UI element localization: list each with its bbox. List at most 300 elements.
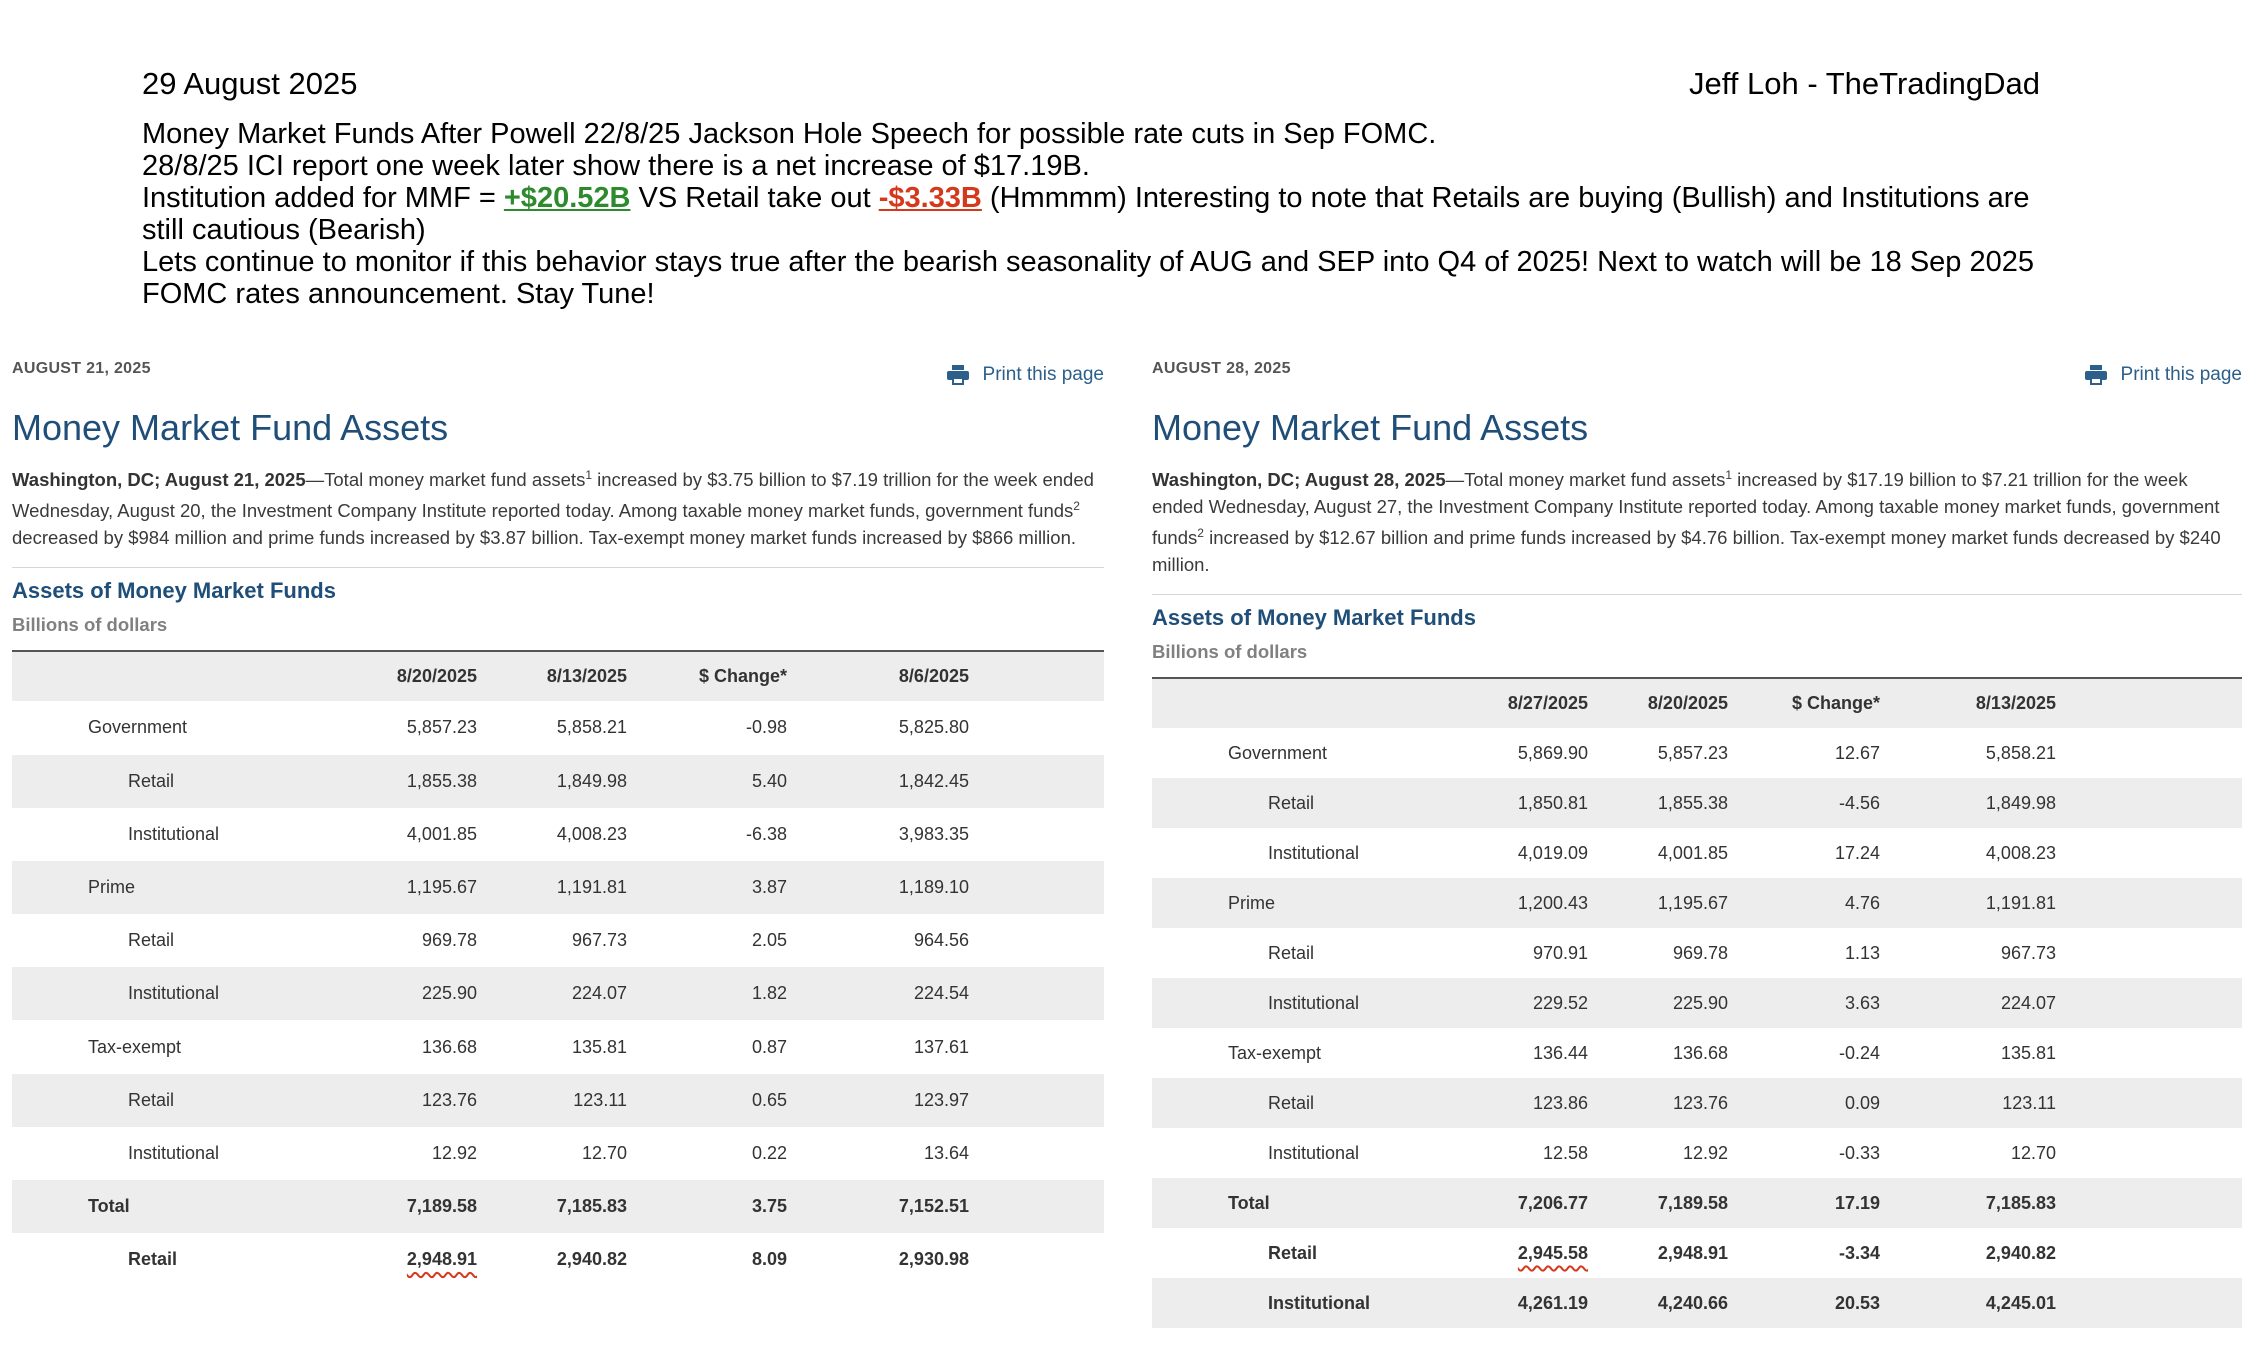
cell-value — [1728, 978, 1880, 1028]
cell-value — [1728, 1128, 1880, 1178]
cell-text: 135.81 — [571, 1036, 627, 1057]
cell-text: -0.33 — [1838, 1142, 1880, 1163]
cell-value — [627, 1127, 787, 1180]
row-label: Institutional — [128, 1142, 220, 1163]
cell-text: 964.56 — [913, 930, 969, 951]
row-spacer — [969, 755, 1104, 808]
cell-value — [477, 755, 627, 808]
cell-text: 225.90 — [421, 983, 477, 1004]
printer-icon — [2085, 365, 2107, 385]
cell-text: 969.78 — [1672, 942, 1728, 963]
column-header: 8/13/2025 — [1975, 693, 2056, 714]
cell-text: -0.24 — [1838, 1042, 1880, 1063]
table-row — [1152, 1128, 2242, 1178]
cell-text: 2,940.82 — [1985, 1242, 2056, 1263]
cell-text: -6.38 — [745, 823, 787, 844]
cell-text: 5,857.23 — [1657, 742, 1728, 763]
cell-value — [1448, 878, 1588, 928]
cell-text: 5,857.23 — [406, 717, 477, 738]
table-units: Billions of dollars — [1152, 641, 1308, 663]
cell-text: 7,206.77 — [1517, 1192, 1588, 1213]
cell-text: 3,983.35 — [898, 823, 969, 844]
cell-text: 4,261.19 — [1517, 1292, 1588, 1313]
cell-text: 135.81 — [2000, 1042, 2056, 1063]
cell-value — [1880, 978, 2056, 1028]
cell-value — [1588, 1228, 1728, 1278]
table-title: Assets of Money Market Funds — [12, 578, 336, 604]
cell-text: 1,849.98 — [1985, 792, 2056, 813]
cell-value — [1880, 728, 2056, 778]
cell-value — [627, 967, 787, 1020]
cell-text: 12.92 — [431, 1142, 477, 1163]
row-spacer — [969, 1233, 1104, 1286]
table-row — [12, 1233, 1104, 1286]
row-spacer — [2056, 1128, 2242, 1178]
cell-value — [1588, 878, 1728, 928]
cell-text: 2,948.91 — [406, 1249, 477, 1270]
row-label: Institutional — [128, 823, 220, 844]
cell-text: 0.22 — [751, 1142, 787, 1163]
row-label: Retail — [128, 1089, 175, 1110]
column-header: 8/27/2025 — [1507, 693, 1588, 714]
cell-value — [1728, 778, 1880, 828]
cell-text: 123.76 — [421, 1089, 477, 1110]
cell-value — [1588, 728, 1728, 778]
table-row — [12, 914, 1104, 967]
note-text: Institution added for MMF = — [142, 182, 504, 214]
cell-value — [787, 1020, 969, 1073]
cell-value — [327, 808, 477, 861]
cell-value — [1448, 1028, 1588, 1078]
cell-text: 7,185.83 — [556, 1196, 627, 1217]
cell-value — [1880, 1278, 2056, 1328]
cell-text: 5,858.21 — [1985, 742, 2056, 763]
cell-text: 1.82 — [751, 983, 787, 1004]
cell-text: 4,001.85 — [1657, 842, 1728, 863]
cell-text: 7,185.83 — [1985, 1192, 2056, 1213]
table-row — [1152, 1078, 2242, 1128]
row-spacer — [2056, 728, 2242, 778]
cell-value — [627, 914, 787, 967]
cell-value — [1448, 1228, 1588, 1278]
row-label: Retail — [128, 1249, 178, 1270]
table-row — [1152, 778, 2242, 828]
table-row — [12, 861, 1104, 914]
cell-text: 224.07 — [2000, 992, 2056, 1013]
cell-value — [1728, 1228, 1880, 1278]
column-header: 8/20/2025 — [396, 666, 477, 687]
institution-inflow-value: +$20.52B — [503, 182, 631, 214]
cell-value — [787, 967, 969, 1020]
table-row — [1152, 1028, 2242, 1078]
table-units: Billions of dollars — [12, 614, 168, 636]
report-dateline: AUGUST 28, 2025 — [1152, 360, 1291, 377]
cell-text: 136.68 — [421, 1036, 477, 1057]
row-label: Institutional — [1268, 842, 1360, 863]
cell-text: 970.91 — [1532, 942, 1588, 963]
cell-value — [627, 1074, 787, 1127]
cell-text: 4,019.09 — [1517, 842, 1588, 863]
cell-text: 3.87 — [751, 876, 787, 897]
printer-icon — [947, 365, 969, 385]
row-label: Institutional — [1268, 1142, 1360, 1163]
cell-value — [1588, 828, 1728, 878]
row-label: Total — [88, 1196, 130, 1217]
cell-value — [787, 1074, 969, 1127]
cell-value — [1728, 878, 1880, 928]
cell-text: 17.19 — [1834, 1192, 1880, 1213]
assets-table — [12, 650, 1104, 1286]
cell-value — [1728, 1028, 1880, 1078]
note-line: 28/8/25 ICI report one week later show there is a net increase of $17.19B. — [142, 150, 1090, 182]
cell-value — [1448, 1128, 1588, 1178]
cell-value — [1448, 978, 1588, 1028]
report-panel-aug-28 — [1152, 360, 2242, 1328]
row-spacer — [2056, 1228, 2242, 1278]
row-label: Retail — [128, 930, 175, 951]
row-label: Total — [1228, 1192, 1270, 1213]
cell-text: 2.05 — [751, 930, 787, 951]
cell-text: 967.73 — [571, 930, 627, 951]
cell-text: 1,195.67 — [406, 876, 477, 897]
cell-value — [327, 1180, 477, 1233]
cell-text: 2,945.58 — [1517, 1242, 1588, 1263]
print-page-link[interactable] — [947, 364, 1104, 386]
header-blank — [12, 651, 327, 701]
note-date: 29 August 2025 — [142, 66, 358, 101]
cell-text: 1.13 — [1844, 942, 1880, 963]
table-row — [1152, 1278, 2242, 1328]
table-row — [1152, 1228, 2242, 1278]
table-row — [12, 967, 1104, 1020]
cell-text: 17.24 — [1834, 842, 1880, 863]
column-header: 8/20/2025 — [1647, 693, 1728, 714]
row-label: Retail — [1268, 1242, 1318, 1263]
report-title: Money Market Fund Assets — [12, 407, 449, 448]
cell-text: 4,001.85 — [406, 823, 477, 844]
cell-value — [787, 701, 969, 754]
cell-value — [787, 755, 969, 808]
cell-text: 137.61 — [913, 1036, 969, 1057]
table-row — [12, 755, 1104, 808]
note-text: VS Retail take out — [630, 182, 879, 214]
cell-text: 1,189.10 — [898, 876, 969, 897]
cell-value — [477, 1074, 627, 1127]
table-header-row — [1152, 678, 2242, 728]
cell-value — [1588, 1028, 1728, 1078]
cell-text: 12.70 — [2010, 1142, 2056, 1163]
row-spacer — [2056, 1078, 2242, 1128]
row-label: Tax-exempt — [88, 1036, 182, 1057]
header-spacer — [969, 651, 1104, 701]
table-row — [1152, 878, 2242, 928]
row-label: Government — [88, 717, 188, 738]
report-title: Money Market Fund Assets — [1152, 407, 1589, 448]
cell-value — [1728, 728, 1880, 778]
cell-text: 123.11 — [573, 1089, 627, 1110]
cell-text: 4,245.01 — [1985, 1292, 2056, 1313]
cell-value — [1448, 1178, 1588, 1228]
cell-text: 2,940.82 — [556, 1249, 627, 1270]
cell-value — [1448, 778, 1588, 828]
note-text: (Hmmmm) Interesting to note that Retails are buying (Bullish) and Institutions are still cautious (Bearish) — [142, 182, 2030, 246]
row-spacer — [2056, 828, 2242, 878]
cell-value — [477, 861, 627, 914]
report-paragraph: Washington, DC; August 21, 2025—Total money market fund assets$^1$ increased by $3.75 billion to $7.19 trillion for the week ended Wednesday, August 20, the Investment Company Institute reported today. Among taxable money market funds, government funds$^2$ decreased by $984 million and prime funds increased by $3.87 billion. Tax-exempt money market funds increased by $866 million. — [12, 468, 1094, 549]
cell-value — [1728, 928, 1880, 978]
cell-text: 123.86 — [1532, 1092, 1588, 1113]
cell-value — [1448, 828, 1588, 878]
column-header: 8/13/2025 — [546, 666, 627, 687]
cell-value — [787, 914, 969, 967]
cell-value — [477, 967, 627, 1020]
cell-text: 7,189.58 — [406, 1196, 477, 1217]
table-row — [12, 1074, 1104, 1127]
cell-text: 4,008.23 — [1985, 842, 2056, 863]
cell-text: 12.58 — [1542, 1142, 1588, 1163]
cell-value — [627, 701, 787, 754]
table-row — [12, 1127, 1104, 1180]
row-label: Tax-exempt — [1228, 1042, 1322, 1063]
note-author: Jeff Loh - TheTradingDad — [1689, 66, 2040, 101]
cell-value — [1588, 1078, 1728, 1128]
row-spacer — [969, 808, 1104, 861]
cell-value — [477, 914, 627, 967]
cell-text: 1,855.38 — [1657, 792, 1728, 813]
cell-value — [327, 967, 477, 1020]
cell-value — [1588, 1278, 1728, 1328]
table-row — [1152, 1178, 2242, 1228]
cell-value — [327, 1020, 477, 1073]
print-label: Print this page — [2120, 364, 2242, 385]
row-spacer — [2056, 978, 2242, 1028]
note-line — [142, 182, 2042, 246]
cell-text: 12.92 — [1682, 1142, 1728, 1163]
note-line: Money Market Funds After Powell 22/8/25 Jackson Hole Speech for possible rate cuts in Sep FOMC. — [142, 118, 1437, 150]
cell-value — [787, 861, 969, 914]
row-label: Retail — [128, 770, 175, 791]
cell-text: 0.09 — [1844, 1092, 1880, 1113]
cell-text: -0.98 — [745, 717, 787, 738]
cell-text: 5.40 — [751, 770, 787, 791]
cell-value — [1588, 1178, 1728, 1228]
cell-value — [1728, 1278, 1880, 1328]
cell-text: 5,825.80 — [898, 717, 969, 738]
table-header-row — [12, 651, 1104, 701]
table-row — [12, 808, 1104, 861]
cell-value — [1448, 1078, 1588, 1128]
cell-text: 1,842.45 — [898, 770, 969, 791]
cell-text: 2,948.91 — [1657, 1242, 1728, 1263]
cell-text: 0.87 — [751, 1036, 787, 1057]
cell-value — [627, 755, 787, 808]
cell-text: 123.76 — [1672, 1092, 1728, 1113]
table-title: Assets of Money Market Funds — [1152, 605, 1476, 631]
cell-text: 8.09 — [751, 1249, 787, 1270]
cell-text: 3.63 — [1844, 992, 1880, 1013]
cell-value — [1448, 1278, 1588, 1328]
row-spacer — [2056, 928, 2242, 978]
row-label: Prime — [1228, 892, 1276, 913]
table-row — [12, 1020, 1104, 1073]
cell-value — [1728, 1178, 1880, 1228]
row-spacer — [969, 1020, 1104, 1073]
cell-value — [477, 1020, 627, 1073]
cell-text: 229.52 — [1532, 992, 1588, 1013]
cell-text: 225.90 — [1672, 992, 1728, 1013]
cell-value — [327, 701, 477, 754]
cell-value — [477, 1233, 627, 1286]
cell-value — [327, 1127, 477, 1180]
row-label: Retail — [1268, 792, 1315, 813]
cell-text: 2,930.98 — [898, 1249, 969, 1270]
row-spacer — [969, 861, 1104, 914]
row-spacer — [969, 914, 1104, 967]
cell-text: 4,008.23 — [556, 823, 627, 844]
cell-value — [1880, 1178, 2056, 1228]
table-row — [1152, 928, 2242, 978]
cell-value — [1880, 928, 2056, 978]
cell-text: 969.78 — [421, 930, 477, 951]
cell-text: 1,850.81 — [1517, 792, 1588, 813]
cell-value — [1880, 878, 2056, 928]
cell-value — [627, 808, 787, 861]
table-row — [12, 1180, 1104, 1233]
cell-value — [1880, 828, 2056, 878]
cell-value — [327, 755, 477, 808]
row-spacer — [2056, 1278, 2242, 1328]
row-label: Retail — [1268, 1092, 1315, 1113]
note-line: Lets continue to monitor if this behavior stays true after the bearish seasonality of AUG and SEP into Q4 of 2025! Next to watch will be 18 Sep 2025 FOMC rates announcement. Stay Tune! — [142, 246, 2034, 310]
row-spacer — [969, 701, 1104, 754]
cell-text: 20.53 — [1834, 1292, 1880, 1313]
row-spacer — [969, 1127, 1104, 1180]
cell-value — [787, 808, 969, 861]
table-row — [1152, 728, 2242, 778]
cell-value — [1728, 1078, 1880, 1128]
cell-text: 5,858.21 — [556, 717, 627, 738]
cell-text: 12.67 — [1834, 742, 1880, 763]
assets-table — [1152, 677, 2242, 1328]
divider — [12, 567, 1104, 568]
cell-value — [1588, 928, 1728, 978]
cell-text: 1,195.67 — [1657, 892, 1728, 913]
cell-value — [1448, 728, 1588, 778]
print-label: Print this page — [982, 364, 1104, 385]
table-row — [1152, 828, 2242, 878]
row-label: Institutional — [1268, 1292, 1370, 1313]
cell-value — [327, 861, 477, 914]
table-row — [12, 701, 1104, 754]
row-label: Institutional — [1268, 992, 1360, 1013]
cell-value — [1588, 978, 1728, 1028]
row-spacer — [969, 967, 1104, 1020]
row-spacer — [2056, 1028, 2242, 1078]
row-label: Government — [1228, 742, 1328, 763]
cell-value — [327, 1233, 477, 1286]
divider — [1152, 594, 2242, 595]
column-header: $ Change* — [1791, 693, 1880, 714]
print-page-link[interactable] — [2085, 364, 2242, 386]
cell-text: 967.73 — [2000, 942, 2056, 963]
cell-text: 7,189.58 — [1657, 1192, 1728, 1213]
cell-value — [627, 861, 787, 914]
row-label: Institutional — [128, 983, 220, 1004]
cell-value — [787, 1233, 969, 1286]
cell-value — [1880, 1128, 2056, 1178]
cell-text: 13.64 — [923, 1142, 969, 1163]
cell-text: 136.44 — [1532, 1042, 1588, 1063]
cell-value — [1880, 1028, 2056, 1078]
row-spacer — [2056, 878, 2242, 928]
cell-text: -4.56 — [1838, 792, 1880, 813]
cell-text: 123.11 — [2002, 1092, 2056, 1113]
row-spacer — [969, 1074, 1104, 1127]
row-spacer — [969, 1180, 1104, 1233]
row-spacer — [2056, 1178, 2242, 1228]
row-label: Prime — [88, 876, 136, 897]
row-label: Retail — [1268, 942, 1315, 963]
cell-text: 1,191.81 — [1985, 892, 2056, 913]
table-row — [1152, 978, 2242, 1028]
cell-value — [1880, 1228, 2056, 1278]
cell-text: -3.34 — [1838, 1242, 1880, 1263]
retail-outflow-value: -$3.33B — [878, 182, 982, 214]
cell-value — [627, 1233, 787, 1286]
column-header: 8/6/2025 — [898, 666, 969, 687]
cell-text: 5,869.90 — [1517, 742, 1588, 763]
cell-value — [627, 1180, 787, 1233]
cell-text: 1,855.38 — [406, 770, 477, 791]
cell-value — [787, 1127, 969, 1180]
cell-value — [477, 808, 627, 861]
cell-value — [477, 1180, 627, 1233]
cell-text: 136.68 — [1672, 1042, 1728, 1063]
cell-text: 12.70 — [581, 1142, 627, 1163]
column-header: $ Change* — [698, 666, 787, 687]
cell-value — [1728, 828, 1880, 878]
cell-value — [1880, 778, 2056, 828]
cell-value — [627, 1020, 787, 1073]
cell-value — [477, 1127, 627, 1180]
cell-value — [787, 1180, 969, 1233]
cell-value — [1880, 1078, 2056, 1128]
cell-value — [1588, 778, 1728, 828]
cell-text: 1,191.81 — [556, 876, 627, 897]
cell-text: 224.07 — [571, 983, 627, 1004]
report-paragraph: Washington, DC; August 28, 2025—Total money market fund assets$^1$ increased by $17.19 billion to $7.21 trillion for the week ended Wednesday, August 27, the Investment Company Institute reported today. Among taxable money market funds, government funds$^2$ increased by $12.67 billion and prime funds increased by $4.76 billion. Tax-exempt money market funds decreased by $240 million. — [1152, 468, 2221, 576]
note-body — [142, 118, 2042, 310]
cell-value — [327, 1074, 477, 1127]
header-spacer — [2056, 678, 2242, 728]
cell-text: 4,240.66 — [1657, 1292, 1728, 1313]
cell-text: 4.76 — [1844, 892, 1880, 913]
cell-text: 1,200.43 — [1517, 892, 1588, 913]
cell-text: 123.97 — [913, 1089, 969, 1110]
cell-value — [1588, 1128, 1728, 1178]
cell-text: 224.54 — [913, 983, 969, 1004]
header-blank — [1152, 678, 1448, 728]
cell-text: 3.75 — [751, 1196, 787, 1217]
report-dateline: AUGUST 21, 2025 — [12, 360, 151, 377]
cell-value — [327, 914, 477, 967]
cell-text: 0.65 — [751, 1089, 787, 1110]
cell-value — [1448, 928, 1588, 978]
cell-value — [477, 701, 627, 754]
row-spacer — [2056, 778, 2242, 828]
cell-text: 1,849.98 — [556, 770, 627, 791]
report-panel-aug-21 — [12, 360, 1104, 1286]
